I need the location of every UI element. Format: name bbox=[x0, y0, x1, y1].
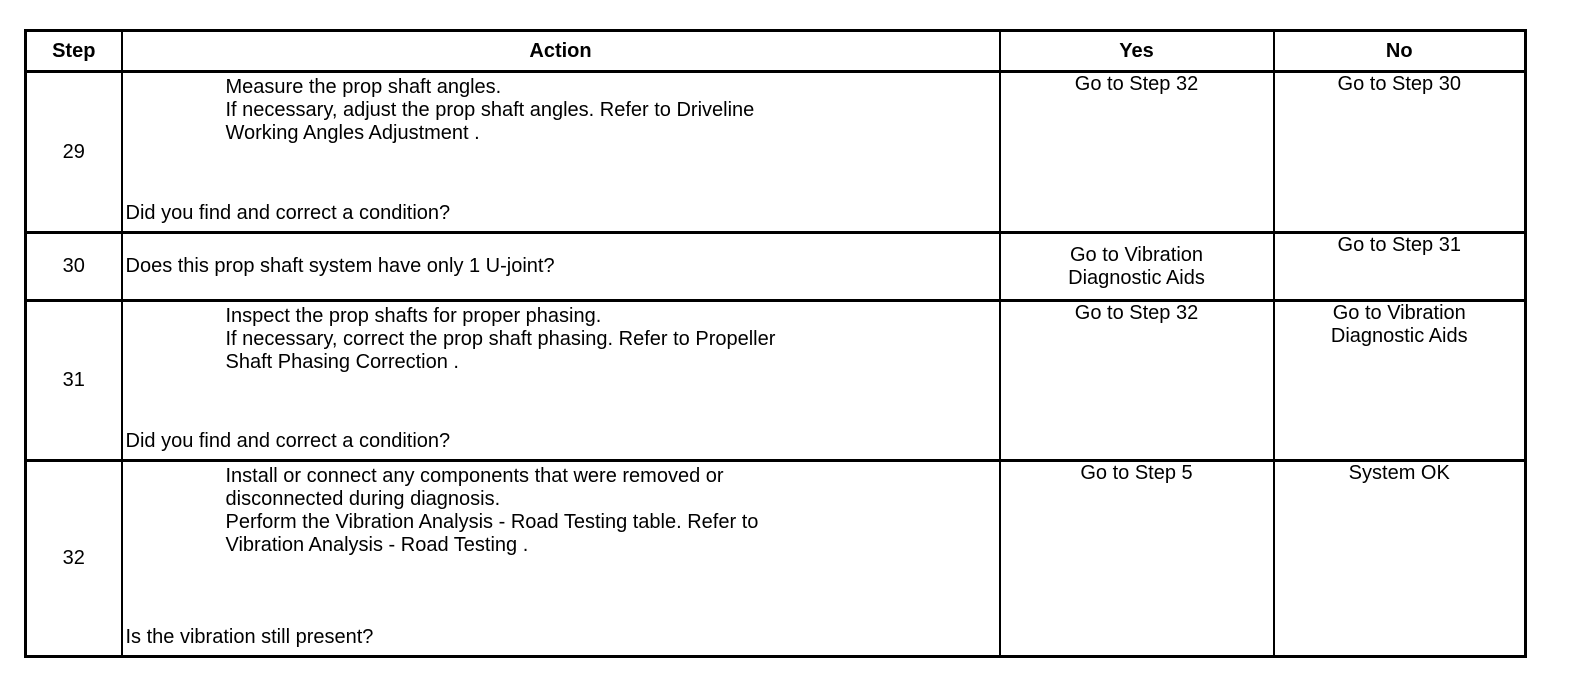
instruction-line: Perform the Vibration Analysis - Road Testing table. Refer to bbox=[225, 511, 759, 533]
instruction-line: Install or connect any components that were removed or bbox=[225, 465, 724, 487]
step-number: 29 bbox=[26, 72, 122, 233]
instruction-line: If necessary, adjust the prop shaft angles. Refer to Driveline bbox=[225, 99, 755, 121]
diagnostic-table bbox=[24, 29, 1527, 658]
yes-cell bbox=[1000, 301, 1274, 461]
header-yes: Yes bbox=[1000, 31, 1274, 72]
yes-link[interactable]: Go to Step 32 bbox=[1074, 73, 1199, 95]
instructions bbox=[123, 73, 999, 145]
yes-link[interactable]: Go to Step 5 bbox=[1080, 462, 1193, 484]
question-text: Does this prop shaft system have only 1 U-joint? bbox=[125, 255, 555, 277]
instruction-line: If necessary, correct the prop shaft phasing. Refer to Propeller bbox=[225, 328, 776, 350]
instructions bbox=[123, 302, 999, 374]
no-cell bbox=[1274, 233, 1526, 301]
header-no: No bbox=[1274, 31, 1526, 72]
no-link-line-2[interactable]: Diagnostic Aids bbox=[1330, 325, 1468, 347]
action-cell bbox=[122, 233, 1000, 301]
yes-cell bbox=[1000, 461, 1274, 657]
instruction-line: Shaft Phasing Correction . bbox=[225, 351, 459, 373]
action-cell bbox=[122, 461, 1000, 657]
yes-link[interactable]: Go to Step 32 bbox=[1074, 302, 1199, 324]
yes-link-line-2[interactable]: Diagnostic Aids bbox=[1068, 266, 1205, 289]
no-cell bbox=[1274, 72, 1526, 233]
instruction-line: Vibration Analysis - Road Testing . bbox=[225, 534, 529, 556]
no-link[interactable]: Go to Step 30 bbox=[1337, 73, 1461, 95]
header-step: Step bbox=[26, 31, 122, 72]
step-number: 31 bbox=[26, 301, 122, 461]
no-cell bbox=[1274, 461, 1526, 657]
instruction-line: Working Angles Adjustment . bbox=[225, 122, 480, 144]
instruction-line: Measure the prop shaft angles. bbox=[225, 76, 502, 98]
table-row-step-31 bbox=[26, 301, 1526, 461]
no-link-line-1[interactable]: Go to Vibration bbox=[1332, 302, 1466, 324]
action-cell bbox=[122, 301, 1000, 461]
table-row-step-30 bbox=[26, 233, 1526, 301]
no-link[interactable]: System OK bbox=[1348, 462, 1450, 484]
instructions bbox=[123, 462, 999, 557]
yes-cell bbox=[1000, 233, 1274, 301]
instruction-line: disconnected during diagnosis. bbox=[225, 488, 501, 510]
yes-link-line-1[interactable]: Go to Vibration bbox=[1069, 243, 1204, 266]
yes-cell bbox=[1000, 72, 1274, 233]
table-row-step-32 bbox=[26, 461, 1526, 657]
header-action: Action bbox=[122, 31, 1000, 72]
no-link[interactable]: Go to Step 31 bbox=[1337, 234, 1461, 256]
step-number: 30 bbox=[26, 233, 122, 301]
action-cell bbox=[122, 72, 1000, 233]
question-text: Did you find and correct a condition? bbox=[125, 202, 451, 224]
no-cell bbox=[1274, 301, 1526, 461]
question-text: Did you find and correct a condition? bbox=[125, 430, 451, 452]
instruction-line: Inspect the prop shafts for proper phasing. bbox=[225, 305, 602, 327]
header-row bbox=[26, 31, 1526, 72]
table-row-step-29 bbox=[26, 72, 1526, 233]
question-text: Is the vibration still present? bbox=[125, 626, 374, 648]
step-number: 32 bbox=[26, 461, 122, 657]
